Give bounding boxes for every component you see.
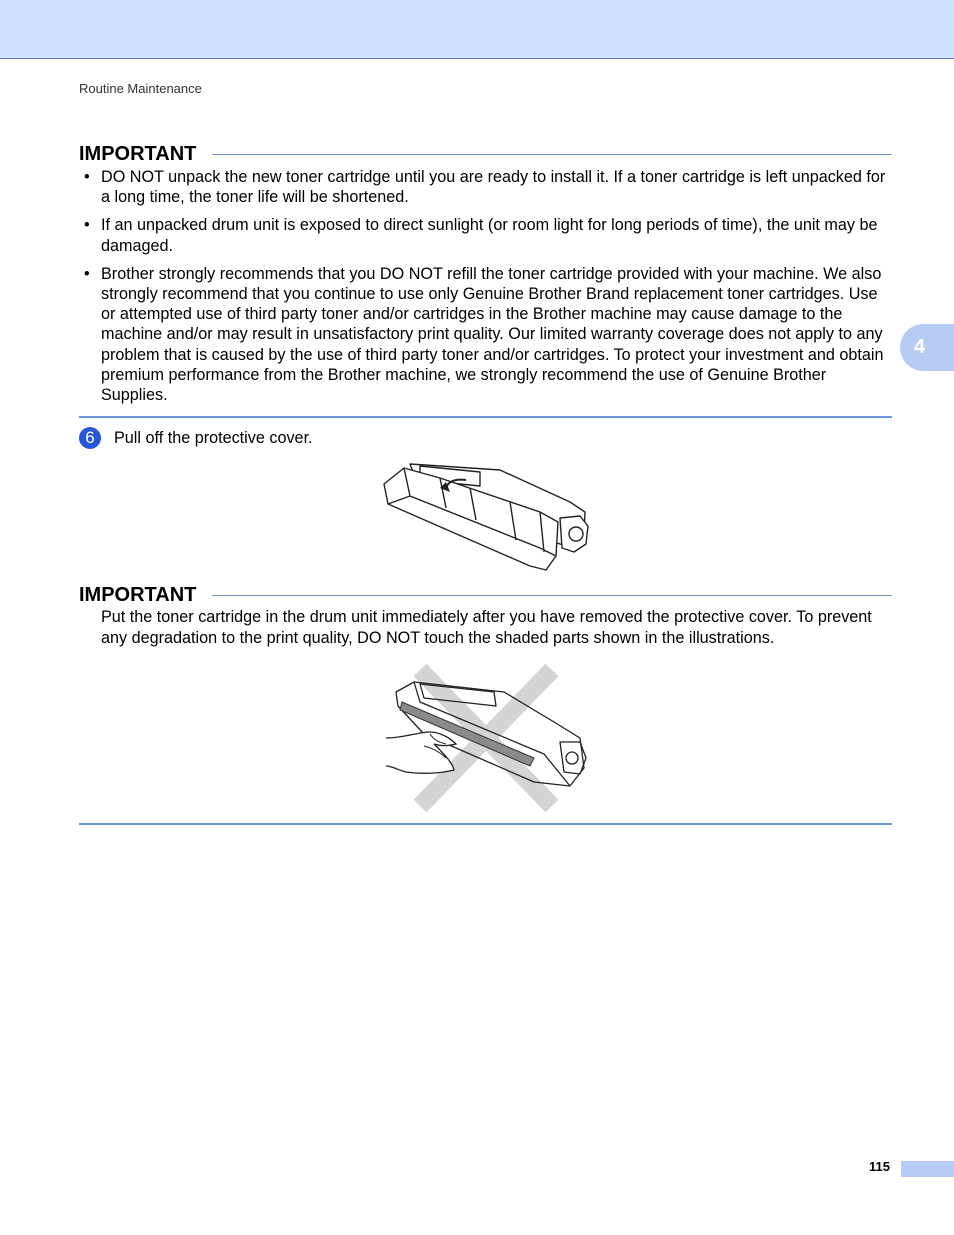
list-item (84, 264, 892, 406)
important-title: IMPORTANT (79, 584, 197, 606)
step-6 (79, 427, 313, 449)
bullet-glyph: • (84, 168, 90, 186)
important-title: IMPORTANT (79, 143, 197, 165)
page-number-bar (901, 1161, 954, 1177)
toner-cartridge-protective-cover-illustration (380, 456, 592, 574)
step-number-badge: 6 (79, 427, 101, 449)
bullet-glyph: • (84, 216, 90, 235)
bullet-text: DO NOT unpack the new toner cartridge until you are ready to install it. If a toner cartridge is left unpacked for a long time, the toner life will be shortened. (101, 168, 886, 207)
important-end-rule (79, 823, 892, 825)
important-rule (212, 595, 892, 596)
bullet-glyph: • (84, 264, 90, 283)
chapter-tab (900, 324, 954, 371)
important-heading-1 (79, 143, 892, 166)
list-item (84, 215, 892, 256)
bullet-text: If an unpacked drum unit is exposed to direct sunlight (or room light for long periods of time), the unit may be damaged. (101, 216, 878, 255)
page-number: 115 (869, 1159, 890, 1174)
important-paragraph: Put the toner cartridge in the drum unit immediately after you have removed the protective cover. To prevent any degradation to the print quality, DO NOT touch the shaded parts shown in the illustrations. (101, 608, 872, 647)
important-end-rule (79, 416, 892, 418)
list-item (84, 167, 892, 208)
important-heading-2 (79, 584, 892, 607)
step-text: Pull off the protective cover. (114, 428, 313, 447)
top-header-band (0, 0, 954, 59)
running-title: Routine Maintenance (79, 81, 202, 96)
drum-unit-do-not-touch-illustration (384, 662, 590, 812)
important-bullet-list (84, 167, 892, 413)
important-rule (212, 154, 892, 155)
bullet-text: Brother strongly recommends that you DO NOT refill the toner cartridge provided with your machine. We also strongly recommend that you continue to use only Genuine Brother Brand replacement toner cartridges. Use or attempted use of third party toner and/or cartridges in the Brother machine may cause damage to the machine and/or may result in unsatisfactory print quality. Our limited warranty coverage does not apply to any problem that is caused by the use of third party toner and/or cartridges. To protect your investment and obtain premium performance from the Brother machine, we strongly recommend the use of Genuine Brother Supplies. (101, 264, 884, 405)
chapter-number: 4 (914, 336, 926, 358)
